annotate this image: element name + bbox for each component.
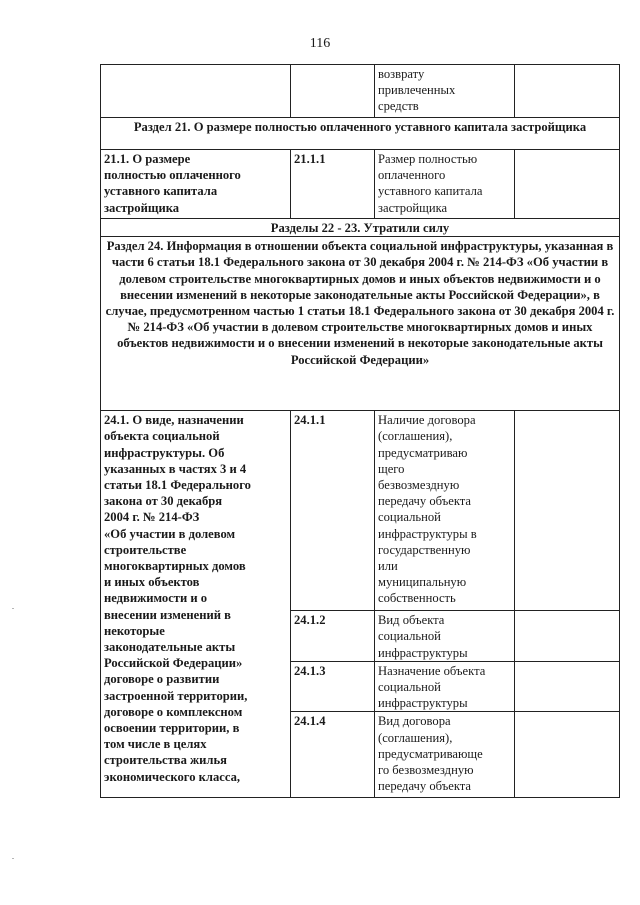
table-cell (515, 661, 620, 712)
item-code: 24.1.1 (291, 411, 375, 611)
table-cell (375, 661, 515, 712)
table-row (101, 150, 620, 219)
item-title: 24.1. О виде, назначении объекта социальной инфраструктуры. Об указанных в частях 3 и 4 статьи 18.1 Федерального закона от 30 декабря 2004 г. № 214-ФЗ «Об участии в долевом строительстве многоквартирных домов и иных объектов недвижимости и о внесении изменений в некоторые законодательные акты Российской Федерации» договоре о развитии застроенной территории, договоре о комплексном освоении территории, в том числе в целях строительства жилья экономического класса, (104, 413, 251, 784)
section-header-row (101, 219, 620, 237)
item-description: Вид договора (соглашения), предусматривающе го безвозмездную передачу объекта (378, 714, 483, 794)
item-description: возврату привлеченных средств (378, 67, 456, 114)
item-description: Назначение объекта социальной инфраструктуры (378, 663, 486, 711)
table-cell (291, 65, 375, 118)
section-24-header: Раздел 24. Информация в отношении объекта социальной инфраструктуры, указанная в части 6 статьи 18.1 Федерального закона от 30 декабря 2004 г. № 214-ФЗ «Об участии в долевом строительстве многоквартирных домов и иных объектов недвижимости и о внесении изменений в некоторые законодательные акты Российской Федерации», в случае, предусмотренном частью 1 статьи 18.1 Федерального закона от 30 декабря 2004 г. № 214-ФЗ «Об участии в долевом строительстве многоквартирных домов и иных объектов недвижимости и о внесении изменений в некоторые законодательные акты Российской Федерации» (101, 237, 620, 411)
table-cell (515, 65, 620, 118)
item-code: 24.1.3 (291, 661, 375, 712)
item-description: Наличие договора (соглашения), предусматриваю щего безвозмездную передачу объекта социальной инфраструктуры в государственную или муниципальную собственность (378, 413, 477, 606)
item-code: 24.1.2 (291, 611, 375, 662)
table-cell (375, 712, 515, 798)
scan-mark (12, 858, 14, 859)
table-cell (375, 150, 515, 219)
item-code: 21.1.1 (291, 150, 375, 219)
table-cell (515, 611, 620, 662)
sections-22-23-header: Разделы 22 - 23. Утратили силу (101, 219, 620, 237)
section-21-header: Раздел 21. О размере полностью оплаченного уставного капитала застройщика (101, 118, 620, 150)
table-cell (375, 411, 515, 611)
page-number: 116 (309, 36, 331, 51)
table-row (101, 65, 620, 118)
table-cell (515, 712, 620, 798)
table-cell (101, 150, 291, 219)
table-cell (515, 411, 620, 611)
item-description: Размер полностью оплаченного уставного капитала застройщика (378, 152, 483, 215)
table-cell (375, 611, 515, 662)
table-cell (101, 65, 291, 118)
table-cell (515, 150, 620, 219)
table-cell (101, 411, 291, 798)
disclosure-table (100, 64, 620, 798)
table-row (101, 411, 620, 611)
section-header-row (101, 237, 620, 411)
table-cell (375, 65, 515, 118)
item-title: 21.1. О размере полностью оплаченного уставного капитала застройщика (104, 152, 241, 215)
section-header-row (101, 118, 620, 150)
scan-mark (12, 608, 14, 609)
item-code: 24.1.4 (291, 712, 375, 798)
item-description: Вид объекта социальной инфраструктуры (378, 613, 468, 660)
